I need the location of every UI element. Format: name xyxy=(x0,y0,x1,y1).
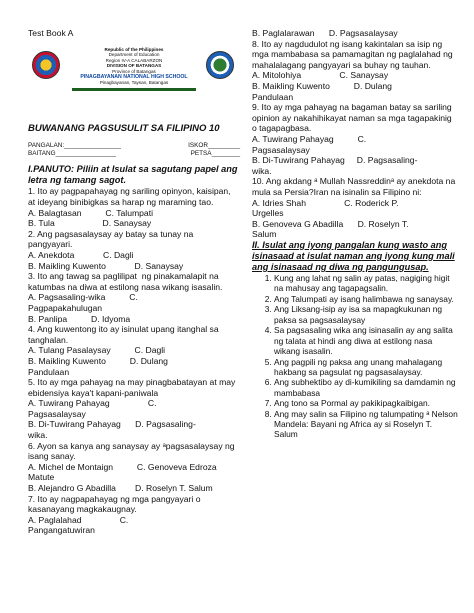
school-name: PINAGBAYANAN NATIONAL HIGH SCHOOL xyxy=(80,73,188,80)
question-line: 9. Ito ay mga pahayag na bagaman batay sa sariling opinion ay nakahihikayat naman sa mga tagapakinig o tagapagbasa. xyxy=(252,102,455,134)
student-info-fields xyxy=(28,142,240,159)
department-line: Department of Education xyxy=(108,52,160,58)
republic-line: Republic of the Philippines xyxy=(104,46,164,52)
question-line: 4. Ang kuwentong ito ay isinulat upang itanghal sa tanghalan. xyxy=(28,324,222,345)
question-line: A. Mitolohiya C. Sanaysay xyxy=(252,70,389,81)
true-false-item: 8. Ang may salin sa Filipino ng talumpating ᵃ Nelson Mandela: Bayani ng Africa ay si Roselyn T. Salum xyxy=(274,409,458,440)
true-false-item: 3. Ang Liksang-isip ay isa sa mapagkukunan ng paksa sa pagsasalaysay xyxy=(274,304,458,324)
division-line: DIVISION OF BATANGAS xyxy=(106,63,162,69)
question-line: A. Balagtasan C. Talumpati xyxy=(28,207,153,218)
question-line: Salum xyxy=(252,229,277,240)
region-line: Region IV-A CALABARZON xyxy=(105,57,163,63)
true-false-item: 4. Sa pagsasaling wika ang isinasalin ay ang salita ng talata at hindi ang diwa at estilong nasa wikang isasalin. xyxy=(274,325,458,356)
question-line: 1. Ito ay pagpapahayag ng sariling opinyon, kaisipan, at ideyang binibigkas sa harap ng maraming tao. xyxy=(28,186,233,207)
deped-seal-icon xyxy=(32,51,60,79)
question-line: B. Maikling Kuwento D. Dulang xyxy=(252,80,392,91)
panuto-heading: I.PANUTO: Piliin at Isulat sa sagutang papel ang letra ng tamang sagot. xyxy=(28,164,238,186)
test-book-label: Test Book A xyxy=(28,28,74,38)
true-false-item: 7. Ang tono sa Pormal ay pakikipagkaibigan. xyxy=(274,398,458,408)
question-line: 7. Ito ay nagpapahayag ng mga pangyayari o kasanayang magkakaugnay. xyxy=(28,493,203,515)
petsa-field[interactable]: PETSA________ xyxy=(190,150,240,157)
question-line: B. Genoveva G Abadilla D. Roselyn T. xyxy=(252,218,409,229)
true-false-items xyxy=(252,273,458,440)
pangalan-field[interactable]: PANGALAN:________________ xyxy=(28,141,121,149)
left-column xyxy=(28,28,240,536)
question-line: 3. Ito ang tawag sa paglilipat ng pinakamalapit na katumbas na diwa at estilong nasa wikang isasalin. xyxy=(28,271,223,292)
question-line: Pandulaan xyxy=(252,91,294,102)
question-line: B. Panlipa D. Idyoma xyxy=(28,313,131,324)
question-line: B. Maikling Kuwento D. Dulang xyxy=(28,355,168,366)
iskor-field[interactable]: ISKOR_________ xyxy=(188,141,240,149)
left-question-list xyxy=(28,186,240,536)
province-line: Province of Batangas xyxy=(112,68,156,74)
question-line: A. Tuwirang Pahayag C. xyxy=(252,133,367,144)
question-line: wika. xyxy=(252,165,272,176)
header-divider xyxy=(72,88,196,91)
question-line: 6. Ayon sa kanya ang sanaysay ay ᵃpagsasalaysay ng isang sanay. xyxy=(28,440,237,462)
question-line: A. Anekdota C. Dagli xyxy=(28,249,134,260)
field-row-1 xyxy=(28,142,240,150)
true-false-item: 5. Ang pagpili ng paksa ang unang mahalagang hakbang sa pagsulat ng pagsasalaysay. xyxy=(274,357,458,377)
question-line: 8. Ito ay nagdudulot ng isang kakintalan sa isip ng mga mambabasa sa pamamagitan ng paglalahad ng mahalalagang pangyayari sa buhay ng tauhan. xyxy=(252,38,456,70)
true-false-item: 2. Ang Talumpati ay isang halimbawa ng sanaysay. xyxy=(274,294,458,304)
question-line: A. Paglalahad C. xyxy=(28,514,129,525)
question-line: A. Idries Shah C. Roderick P. xyxy=(252,197,399,208)
question-line: B. Maikling Kuwento D. Sanaysay xyxy=(28,260,184,271)
question-line: A. Pagsasaling-wika C. xyxy=(28,292,138,303)
question-line: A. Tulang Pasalaysay C. Dagli xyxy=(28,345,166,356)
question-line: Pangangatuwiran xyxy=(28,525,95,536)
question-line: Pagsasalaysay xyxy=(28,408,86,419)
exam-title: BUWANANG PAGSUSULIT SA FILIPINO 10 xyxy=(28,122,220,134)
right-column xyxy=(252,28,458,440)
school-address: Pinagbayanan, Taysan, Batangas xyxy=(99,80,169,86)
school-header xyxy=(28,45,240,105)
question-line: Pandulaan xyxy=(28,366,70,377)
school-seal-icon xyxy=(206,51,234,79)
question-line: wika. xyxy=(28,430,48,441)
section2-heading: II. Isulat ang iyong pangalan kung wasto ang isinasaad at isulat naman ang iyong kung mali ang isinasaad ng diwa ng pangungusap. xyxy=(252,239,455,272)
question-line: B. Di-Tuwirang Pahayag D. Pagsasaling- xyxy=(252,155,418,166)
question-line: B. Alejandro G Abadilla D. Roselyn T. Salum xyxy=(28,483,213,494)
question-line: B. Paglalarawan D. Pagsasalaysay xyxy=(252,28,398,38)
question-line: B. Di-Tuwirang Pahayag D. Pagsasaling- xyxy=(28,419,196,430)
true-false-item: 6. Ang subhektibo ay di-kumikiling sa damdamin ng mambabasa xyxy=(274,377,458,397)
school-header-text xyxy=(64,47,204,91)
question-line: B. Tula D. Sanaysay xyxy=(28,218,152,229)
field-row-2 xyxy=(28,150,240,158)
question-line: 5. Ito ay mga pahayag na may pinagbabatayan at may ebidensiya kaya't kapani-paniwala xyxy=(28,377,238,398)
right-question-list xyxy=(252,28,458,240)
question-line: A. Tuwirang Pahayag C. xyxy=(28,398,157,409)
question-line: Pagsasalaysay xyxy=(252,144,310,155)
true-false-item: 1. Kung ang lahat ng salin ay patas, nagiging higit na mahusay ang tagapagsalin. xyxy=(274,273,458,293)
question-line: Urgelles xyxy=(252,208,284,219)
baitang-field[interactable]: BAITANG_________________ xyxy=(28,150,116,157)
question-line: A. Michel de Montaign C. Genoveva Edroza xyxy=(28,461,217,472)
question-line: Pagpapakahulugan xyxy=(28,302,103,313)
question-line: Matute xyxy=(28,472,55,483)
question-line: 2. Ang pagsasalaysay ay batay sa tunay na pangyayari. xyxy=(28,228,196,250)
question-line: 10. Ang akdang ᵃ Mullah Nassreddinᵃ ay anekdota na mula sa Persia?Iran na isinalin sa Filipino ni: xyxy=(252,176,458,197)
